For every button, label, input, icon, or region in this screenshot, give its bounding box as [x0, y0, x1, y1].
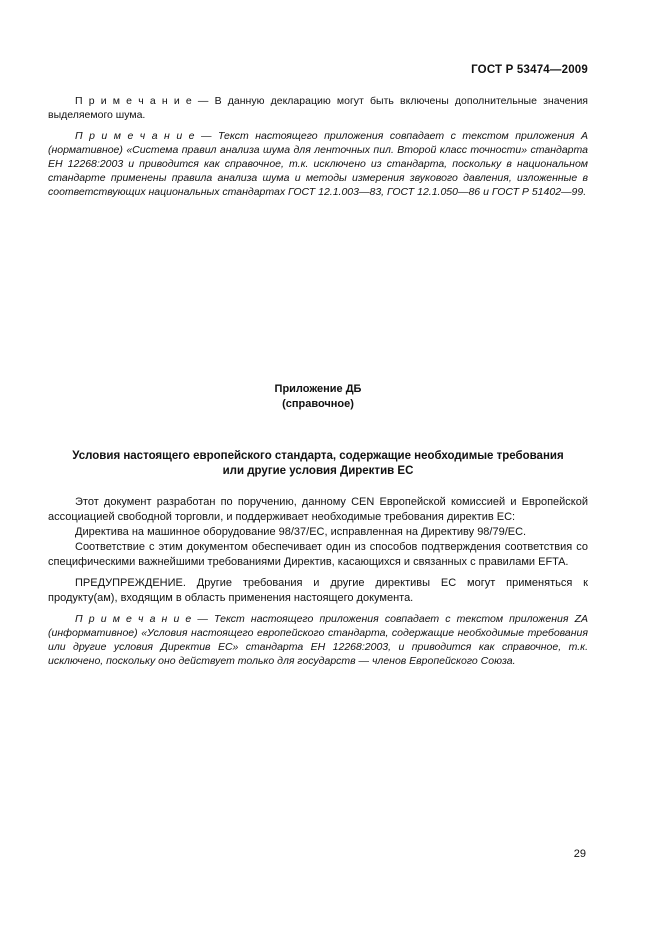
paragraph-warning: ПРЕДУПРЕЖДЕНИЕ. Другие требования и другие директивы ЕС могут применяться к продукту(ам), входящим в область применения настоящего документа. [48, 577, 588, 604]
paragraph-machinery-directive: Директива на машинное оборудование 98/37/ЕС, исправленная на Директиву 98/79/ЕС. [75, 526, 527, 538]
paragraph-compliance: Соответствие с этим документом обеспечивает один из способов подтверждения соответствия со специфическими важнейшими требованиями Директив, касающихся и связанных с правилами EFTA. [48, 541, 588, 568]
section-title-line2: или другие условия Директив ЕС [222, 465, 414, 477]
doc-number-header: ГОСТ Р 53474—2009 [471, 64, 588, 76]
appendix-title-block [48, 382, 588, 412]
page-number: 29 [573, 848, 586, 860]
body-text-block [48, 495, 588, 606]
paragraph-cen-mandate: Этот документ разработан по поручению, данному CEN Европейской комиссией и Европейской ассоциацией свободной торговли, и поддерживает необходимые требования директив ЕС: [48, 496, 588, 523]
note-appendix-a-source: П р и м е ч а н и е — Текст настоящего приложения совпадает с текстом приложения А (нормативное) «Система правил анализа шума для ленточных пил. Второй класс точности» стандарта ЕН 12268:2003 и приводится как справочное, т.к. исключено из стандарта, поскольку в национальном стандарте применены правила анализа шума и методы измерения звукового давления, изложенные в соответствующих национальных стандартах ГОСТ 12.1.003—83, ГОСТ 12.1.050—86 и ГОСТ Р 51402—99. [48, 130, 588, 198]
section-title [48, 449, 588, 479]
note-declaration: П р и м е ч а н и е — В данную декларацию могут быть включены дополнительные значения выделяемого шума. [48, 95, 588, 121]
appendix-label: Приложение ДБ [274, 383, 362, 395]
appendix-kind: (справочное) [282, 398, 354, 410]
note-appendix-za-source: П р и м е ч а н и е — Текст настоящего приложения совпадает с текстом приложения ZA (информативное) «Условия настоящего европейского стандарта, содержащие необходимые требования или другие условия Директив ЕС» стандарта ЕН 12268:2003, и приводится как справочное, т.к. исключено, поскольку оно действует только для государств — членов Европейского Союза. [48, 613, 588, 667]
section-title-line1: Условия настоящего европейского стандарта, содержащие необходимые требования [72, 450, 564, 462]
